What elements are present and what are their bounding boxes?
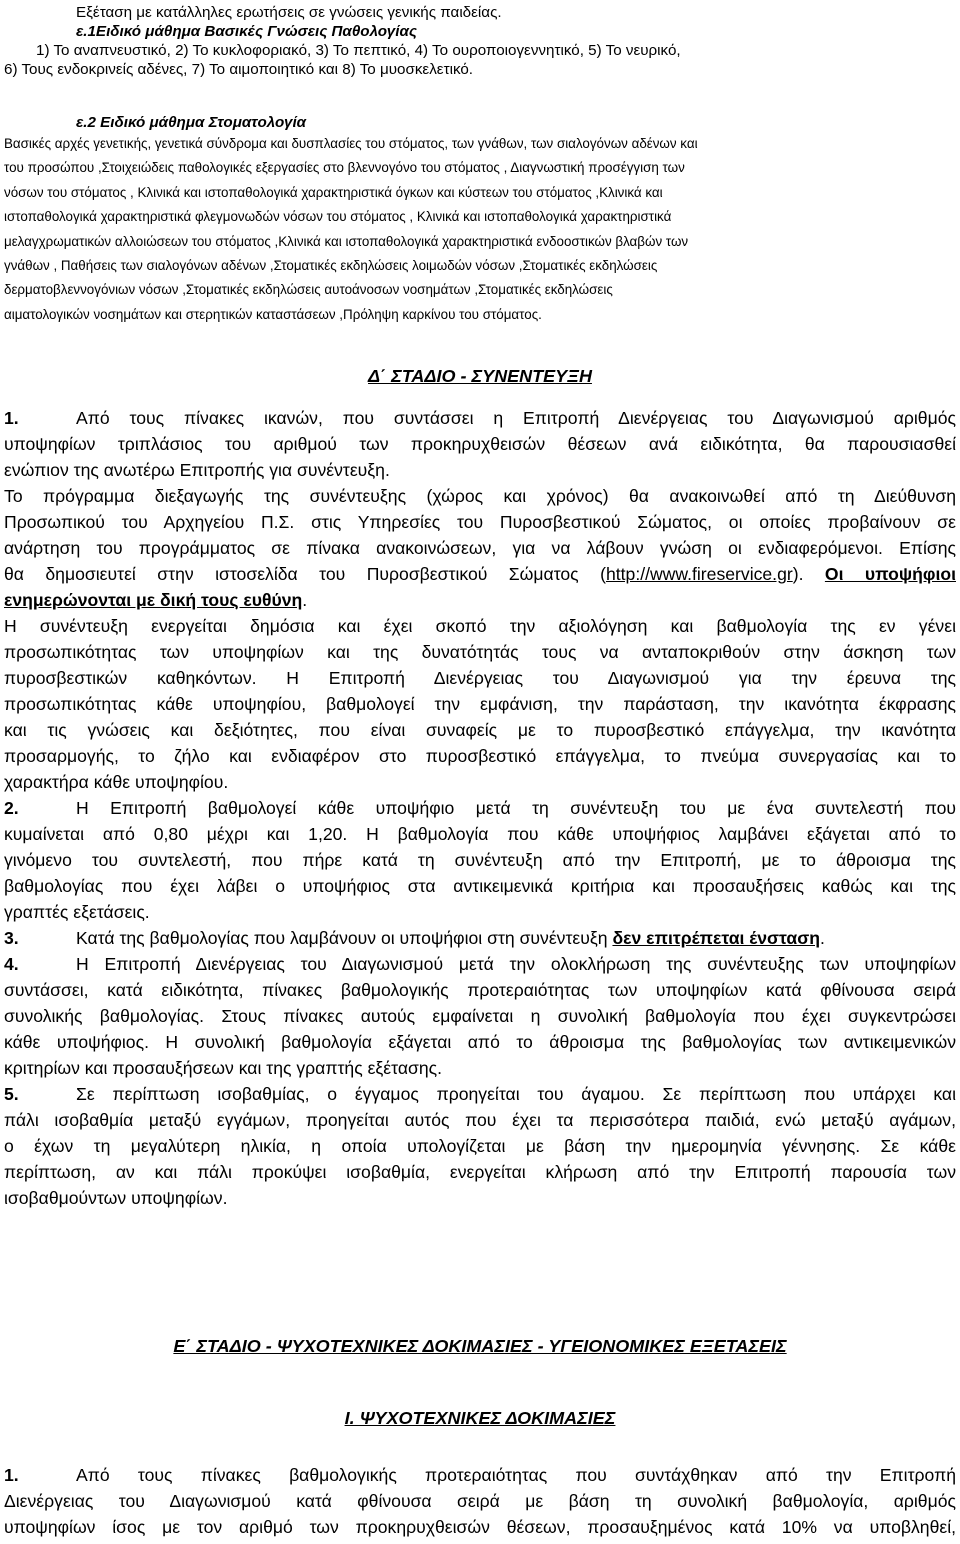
d-p2-line: Το πρόγραμμα διεξαγωγής της συνέντευξης (χώρος και χρόνος) θα ανακοινωθεί από τη Διεύθυνση	[4, 486, 956, 506]
d-p1-number: 1.	[4, 408, 19, 428]
section-e-body	[4, 1462, 956, 1540]
e-p1-line: υποψηφίων ίσος με τον αριθμό των προκηρυχθεισών θέσεων, προσαυξημένος κατά 10% να υποβληθεί,	[4, 1517, 956, 1537]
d-p1-line: 1. Από τους πίνακες ικανών, που συντάσσει η Επιτροπή Διενέργειας του Διαγωνισμού αριθμός	[4, 405, 956, 431]
e1-line-2: 6) Τους ενδοκρινείς αδένες, 7) Το αιμοποιητικό και 8) Το μυοσκελετικό.	[4, 61, 474, 78]
e2-line: νόσων του στόματος , Κλινικά και ιστοπαθολογικά χαρακτηριστικά όγκων και κύστεων του στόματος ,Κλινικά και	[4, 184, 663, 200]
d-p3-line: προσαρμογής, το ζήλο και ενδιαφέρον στο πυροσβεστικό επάγγελμα, το πνεύμα συνεργασίας και το	[4, 746, 956, 766]
intro-top-line: Εξέταση με κατάλληλες ερωτήσεις σε γνώσεις γενικής παιδείας.	[76, 4, 502, 21]
d-p7-number: 5.	[4, 1084, 19, 1104]
e1-title: ε.1Ειδικό μάθημα Βασικές Γνώσεις Παθολογίας	[76, 23, 417, 40]
section-e-subheading: Ι. ΨΥΧΟΤΕΧΝΙΚΕΣ ΔΟΚΙΜΑΣΙΕΣ	[344, 1408, 616, 1428]
d-p2-line: ανάρτηση του προγράμματος σε πίνακα ανακοινώσεων, για να λάβουν γνώση οι ενδιαφερόμενοι. Επίσης	[4, 538, 956, 558]
d-p3-last: χαρακτήρα κάθε υποψηφίου.	[4, 772, 229, 792]
d-p7-line: πάλι ισοβαθμία μεταξύ εγγάμων, προηγείται αυτός που έχει τα περισσότερα παιδιά, ενώ μεταξύ αγάμων,	[4, 1110, 956, 1130]
d-p3-line: Η συνέντευξη ενεργείται δημόσια και έχει σκοπό την αξιολόγηση και βαθμολογία της εν γένει	[4, 616, 956, 636]
e2-line: αιματολογικών νοσημάτων και στερητικών καταστάσεων ,Πρόληψη καρκίνου του στόματος.	[4, 306, 542, 322]
d-p7-line: ο έχων τη μεγαλύτερη ηλικία, η οποία υπολογίζεται με βάση την ημερομηνία γέννησης. Σε κάθε	[4, 1136, 956, 1156]
no-objection-note: δεν επιτρέπεται ένσταση	[612, 928, 821, 948]
section-e-heading: Ε΄ ΣΤΑΔΙΟ - ΨΥΧΟΤΕΧΝΙΚΕΣ ΔΟΚΙΜΑΣΙΕΣ - ΥΓΕΙΟΝΟΜΙΚΕΣ ΕΞΕΤΑΣΕΙΣ	[173, 1336, 787, 1356]
d-p6-last: κριτηρίων και προσαυξήσεων και της γραπτής εξέτασης.	[4, 1058, 443, 1078]
e2-line: μελαγχρωματικών αλλοιώσεων του στόματος ,Κλινικά και ιστοπαθολογικά χαρακτηριστικά ενδοοστικών βλαβών των	[4, 233, 689, 249]
d-p1-last: ενώπιον της ανωτέρω Επιτροπής για συνέντευξη.	[4, 460, 390, 480]
d-p4-line: βαθμολογίας που έχει λάβει ο υποψήφιος στα αντικειμενικά κριτήρια και προσαυξήσεις καθώς και της	[4, 876, 956, 896]
d-p2-last: ενημερώνονται με δική τους ευθύνη.	[4, 590, 308, 610]
d-p6-line: 4. Η Επιτροπή Διενέργειας του Διαγωνισμού μετά την ολοκλήρωση της συνέντευξης των υποψηφίων	[4, 951, 956, 977]
d-p3-line: προσωπικότητας των υποψηφίων και της δυνατότητάς τους να ανταποκριθούν στην άσκηση των	[4, 642, 956, 662]
d-p2-line: Προσωπικού του Αρχηγείου Π.Σ. στις Υπηρεσίες του Πυροσβεστικού Σώματος, οι οποίες προβαίνουν σε	[4, 512, 956, 532]
d-p5-number: 3.	[4, 928, 19, 948]
d-p4-number: 2.	[4, 798, 19, 818]
d-p2-link-line: θα δημοσιευτεί στην ιστοσελίδα του Πυροσβεστικού Σώματος (http://www.fireservice.gr). Οι υποψήφιοι	[4, 564, 956, 584]
candidates-responsibility-note: Οι υποψήφιοι	[824, 564, 956, 584]
d-p4-line: 2. Η Επιτροπή βαθμολογεί κάθε υποψήφιο μετά τη συνέντευξη του με ένα συντελεστή που	[4, 795, 956, 821]
section-d-body	[4, 405, 956, 1211]
e2-body	[4, 132, 956, 327]
d-p5-line: 3. Κατά της βαθμολογίας που λαμβάνουν οι υποψήφιοι στη συνέντευξη δεν επιτρέπεται ένσταση.	[4, 925, 956, 951]
e2-line: του προσώπου ,Στοιχειώδεις παθολογικές εξεργασίες στο βλεννογόνο του στόματος , Διαγνωστική προσέγγιση των	[4, 160, 685, 176]
e2-line: δερματοβλεννογόνιων νόσων ,Στοματικές εκδηλώσεις αυτοάνοσων νοσημάτων ,Στοματικές εκδηλώσεις	[4, 282, 613, 298]
d-p6-line: συντάσσει, κατά ειδικότητα, πίνακες βαθμολογικής προτεραιότητας των υποψηφίων κατά φθίνουσα σειρά	[4, 980, 956, 1000]
intro-block	[4, 3, 956, 79]
e-p1-line: 1. Από τους πίνακες βαθμολογικής προτεραιότητας που συντάχθηκαν από την Επιτροπή	[4, 1462, 956, 1488]
e-p1-number: 1.	[4, 1465, 19, 1485]
d-p3-line: πυροσβεστικών καθηκόντων. Η Επιτροπή Διενέργειας του Διαγωνισμού για την έρευνα της	[4, 668, 956, 688]
d-p4-last: γραπτές εξετάσεις.	[4, 902, 150, 922]
d-p7-line: 5. Σε περίπτωση ισοβαθμίας, ο έγγαμος προηγείται του άγαμου. Σε περίπτωση που υπάρχει και	[4, 1081, 956, 1107]
d-p6-number: 4.	[4, 954, 19, 974]
d-p3-line: και τις γνώσεις και δεξιότητες, που είναι συναφείς με το πυροσβεστικό επάγγελμα, την ικανότητα	[4, 720, 956, 740]
e-p1-line: Διενέργειας του Διαγωνισμού κατά φθίνουσα σειρά με βάση τη συνολική βαθμολογία, αριθμός	[4, 1491, 956, 1511]
d-p7-last: ισοβαθμούντων υποψηφίων.	[4, 1188, 228, 1208]
e1-line-1: 1) Το αναπνευστικό, 2) Το κυκλοφοριακό, 3) Το πεπτικό, 4) Το ουροποιογεννητικό, 5) Το νευρικό,	[36, 42, 681, 59]
section-d-heading: Δ΄ ΣΤΑΔΙΟ - ΣΥΝΕΝΤΕΥΞΗ	[368, 366, 592, 386]
d-p7-line: περίπτωση, αν και πάλι προκύψει ισοβαθμία, ενεργείται κλήρωση από την Επιτροπή παρουσία των	[4, 1162, 956, 1182]
d-p4-line: κυμαίνεται από 0,80 μέχρι και 1,20. Η βαθμολογία που κάθε υποψήφιος λαμβάνει εξάγεται από το	[4, 824, 956, 844]
e2-line: Βασικές αρχές γενετικής, γενετικά σύνδρομα και δυσπλασίες του στόματος, των γνάθων, των σιαλογόνων αδένων και	[4, 136, 698, 151]
d-p1-line: υποψηφίων τριπλάσιος του αριθμού των προκηρυχθεισών θέσεων ανά ειδικότητα, θα παρουσιασθεί	[4, 434, 956, 454]
e2-block	[4, 113, 956, 327]
fireservice-link[interactable]: http://www.fireservice.gr	[605, 564, 793, 584]
d-p6-line: συνολικής βαθμολογίας. Στους πίνακες αυτούς εμφαίνεται η συνολική βαθμολογία που έχει συγκεντρώσει	[4, 1006, 956, 1026]
d-p3-line: προσωπικότητας κάθε υποψηφίου, βαθμολογεί την εμφάνιση, την παράσταση, την ικανότητα έκφρασης	[4, 694, 956, 714]
d-p6-line: κάθε υποψήφιος. Η συνολική βαθμολογία εξάγεται από το άθροισμα της βαθμολογίας των αντικειμενικών	[4, 1032, 956, 1052]
e2-line: ιστοπαθολογικά χαρακτηριστικά φλεγμονωδών νόσων του στόματος , Κλινικά και ιστοπαθολογικά χαρακτηριστικά	[4, 209, 672, 225]
e2-line: γνάθων , Παθήσεις των σιαλογόνων αδένων ,Στοματικές εκδηλώσεις λοιμωδών νόσων ,Στοματικές εκδηλώσεις	[4, 258, 658, 274]
d-p4-line: γινόμενο του συντελεστή, που πήρε κατά τη συνέντευξη από την Επιτροπή, με το άθροισμα της	[4, 850, 956, 870]
e2-title: ε.2 Ειδικό μάθημα Στοματολογία	[76, 114, 307, 131]
